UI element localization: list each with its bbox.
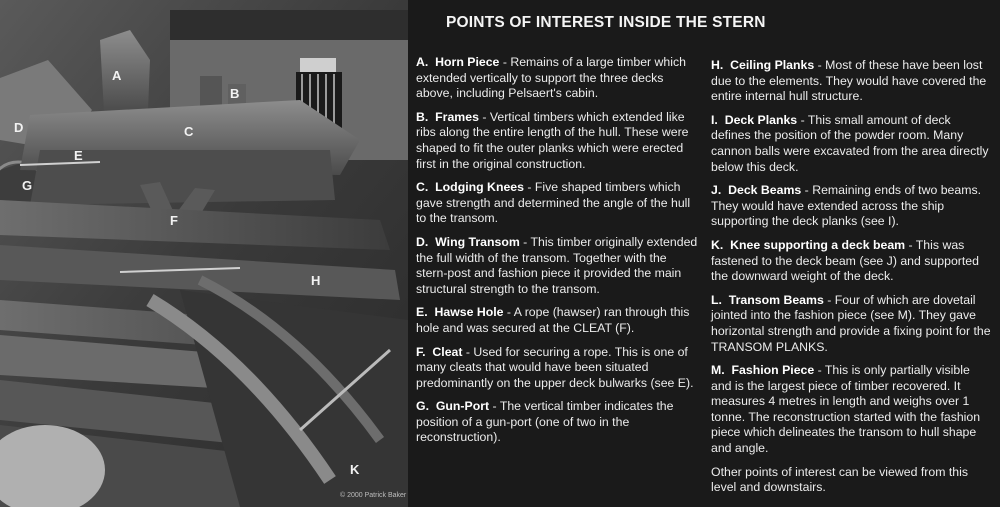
entry-text: - Four of which are dovetail jointed into the fashion piece (see M). They gave horizontal strength and provide a fixing point for the TRANSOM PLANKS. [711, 292, 991, 354]
photo-credit: © 2000 Patrick Baker [340, 492, 407, 499]
entry-a [416, 55, 701, 102]
entry-text: - Remaining ends of two beams. They would have extended across the ship supporting the deck planks (see I). [711, 183, 982, 229]
entry-text: - A rope (hawser) ran through this hole and was secured at the CLEAT (F). [416, 305, 690, 335]
left-column [416, 55, 701, 454]
entry-letter: B. [416, 109, 429, 124]
entry-letter: J. [711, 183, 722, 198]
entry-k [711, 238, 993, 285]
photo-label-d: D [14, 120, 24, 135]
entry-text: - Most of these have been lost due to the elements. They would have covered the entire internal hull structure. [711, 58, 987, 104]
entry-text: - Five shaped timbers which gave strength and determined the angle of the hull to the transom. [416, 180, 691, 226]
photo-label-k: K [350, 462, 360, 477]
right-column [711, 58, 993, 496]
entry-d [416, 235, 701, 297]
entry-term: Frames [435, 109, 479, 124]
footer-note: Other points of interest can be viewed from this level and downstairs. [711, 464, 968, 495]
stern-photo-drawing [0, 0, 408, 507]
entry-term: Hawse Hole [434, 305, 504, 320]
entry-f [416, 345, 701, 392]
entry-text: - Vertical timbers which extended like ribs along the entire length of the hull. These were shaped to fit the outer planks which were erected first in the original construction. [416, 109, 689, 171]
entry-g [416, 399, 701, 446]
entry-letter: M. [711, 363, 725, 378]
entry-letter: C. [416, 180, 429, 195]
entry-letter: E. [416, 305, 428, 320]
entry-letter: K. [711, 237, 724, 252]
entry-term: Gun-Port [435, 399, 490, 414]
photo-label-c: C [184, 124, 194, 139]
entry-term: Knee supporting a deck beam [730, 237, 906, 252]
entry-term: Transom Beams [728, 292, 824, 307]
entry-term: Lodging Knees [435, 180, 524, 195]
photo-label-a: A [112, 68, 122, 83]
entry-letter: F. [416, 344, 426, 359]
photo-label-b: B [230, 86, 240, 101]
entry-text: - Used for securing a rope. This is one of many cleats that would have been situated predominantly on the upper deck bulwarks (see E). [416, 344, 694, 390]
entry-text: - This small amount of deck defines the position of the powder room. Many cannon balls were excavated from the area directly below this deck. [711, 112, 989, 174]
entry-text: - This was fastened to the deck beam (see J) and supported the downward weight of the deck. [711, 237, 979, 284]
page-title: POINTS OF INTEREST INSIDE THE STERN [446, 14, 766, 31]
entry-letter: D. [416, 234, 429, 249]
entry-text: - The vertical timber indicates the position of a gun-port (one of two in the reconstruction). [416, 399, 674, 445]
photo-label-g: G [22, 178, 33, 193]
photo-label-f: F [170, 213, 178, 228]
stern-photo [0, 0, 408, 507]
entry-c [416, 180, 701, 227]
entry-term: Horn Piece [435, 55, 500, 69]
entry-letter: I. [711, 112, 718, 127]
entry-term: Wing Transom [435, 234, 520, 249]
entry-text: - Remains of a large timber which extended vertically to support the three decks above, including Pelsaert's cabin. [416, 55, 686, 101]
entry-b [416, 110, 701, 172]
entry-i [711, 113, 993, 175]
entry-text: - This timber originally extended the full width of the transom. Together with the stern-post and fashion piece it provided the main structural strength to the transom. [416, 234, 698, 296]
entry-text: - This is only partially visible and is the largest piece of timber recovered. It measures 4 metres in length and weighs over 1 tonne. The reconstruction started with the fashion piece which delineates the transom to hull shape and angle. [711, 363, 981, 456]
photo-label-h: H [311, 273, 321, 288]
entry-j [711, 183, 993, 230]
entry-l [711, 293, 993, 355]
entry-term: Deck Beams [728, 183, 802, 198]
entry-letter: L. [711, 292, 722, 307]
entry-term: Deck Planks [724, 112, 798, 127]
entry-term: Cleat [432, 344, 463, 359]
entry-e [416, 305, 701, 336]
entry-letter: H. [711, 58, 724, 72]
entry-term: Ceiling Planks [730, 58, 815, 72]
photo-label-e: E [74, 148, 83, 163]
entry-m [711, 363, 993, 457]
entry-h [711, 58, 993, 105]
entry-letter: A. [416, 55, 429, 69]
entry-letter: G. [416, 399, 429, 414]
entry-term: Fashion Piece [731, 363, 815, 378]
